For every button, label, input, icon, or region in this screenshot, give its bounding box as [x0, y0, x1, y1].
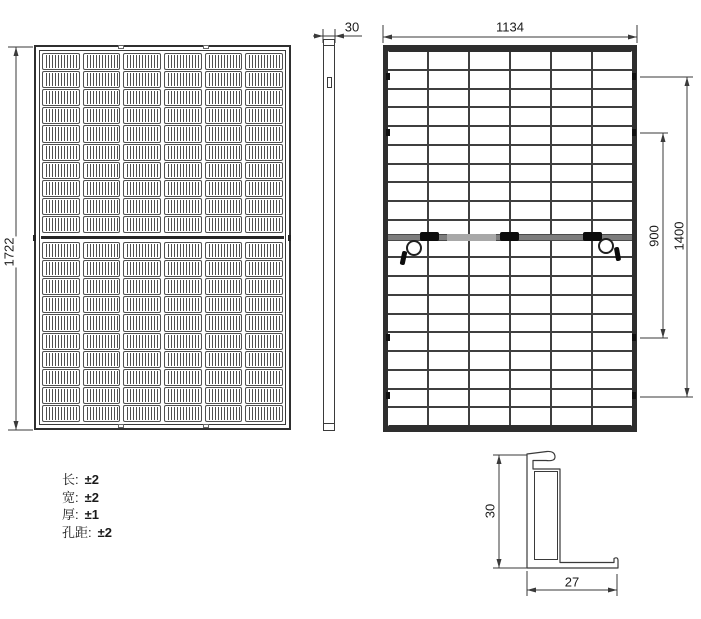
front-height-label: 1722 [1, 237, 17, 267]
tolerance-hole-distance-value: ±2 [97, 524, 112, 540]
tolerance-width-value: ±2 [84, 489, 99, 505]
tolerance-hole-distance-label: 孔距: [62, 524, 92, 540]
dimension-arrowheads [14, 34, 690, 593]
frame-cross-section-profile [527, 451, 618, 568]
section-height-label: 30 [482, 503, 498, 519]
tolerance-thickness [62, 506, 112, 524]
tolerance-hole-distance [62, 524, 112, 542]
section-base-label: 27 [564, 574, 580, 590]
hole-span-1400-label: 1400 [671, 221, 687, 251]
tolerance-width [62, 489, 112, 507]
tolerance-length-value: ±2 [84, 472, 99, 487]
section-hollow-chamber [535, 472, 558, 560]
hole-span-900-label: 900 [646, 225, 662, 247]
tolerance-thickness-label: 厚: [62, 507, 79, 522]
tolerance-thickness-value: ±1 [84, 507, 99, 522]
tolerance-width-label: 宽: [62, 489, 79, 505]
tolerance-notes [62, 471, 112, 541]
tolerance-length-label: 长: [62, 472, 79, 487]
tolerance-length [62, 471, 112, 489]
back-width-label: 1134 [496, 19, 524, 35]
side-thickness-label: 30 [344, 19, 360, 35]
